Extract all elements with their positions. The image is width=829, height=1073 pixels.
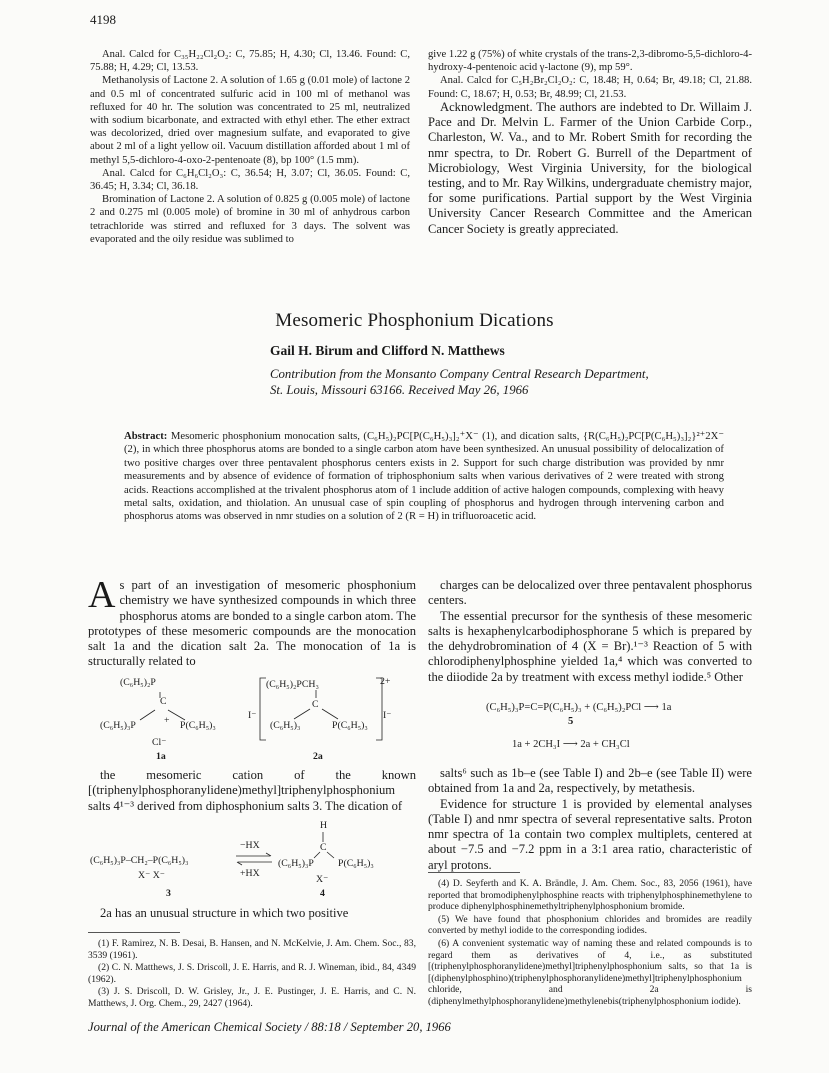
structure-4-bonds [310,830,350,860]
mesomeric-paragraph [88,768,416,814]
structure-1a-right: P(C₆H₅)₃ [180,720,216,731]
equation-1: (C₆H₅)₃P=C=P(C₆H₅)₃ + (C₆H₅)₂PCl ⟶ 1a [486,702,672,713]
structure-1a-bonds [100,680,260,740]
charges-paragraph: charges can be delocalized over three pentavalent phosphorus centers. [428,578,752,608]
structure-1a-carbon: C [160,696,167,707]
equilibrium-reverse: +HX [240,868,260,879]
structure-4-right: P(C₆H₅)₃ [338,858,374,869]
footnotes-left [88,938,416,1011]
footnotes-right [428,878,752,1009]
salts-paragraph: salts⁶ such as 1b–e (see Table I) and 2b–e (see Table II) were obtained from 1a and 2a, respectively, by metathesis. [428,766,752,796]
structure-2a-iodide-left: I⁻ [248,710,257,721]
intro-text: s part of an investigation of mesomeric phosphonium chemistry we have synthesized compounds in which three phosphorus atoms are bonded to a single carbon atom. The prototypes of these mesomeric compounds are the monocation salt 1a and the dication salt 2a. The monocation of 1a is structurally related to [88,578,416,669]
paragraph-2a [88,906,416,921]
drop-cap: A [88,574,116,616]
structure-3: (C₆H₅)₃P–CH₂–P(C₆H₅)₃ [90,855,189,866]
analysis-3: Anal. Calcd for C₅H₂Br₂Cl₂O₂: C, 18.48; H, 0.64; Br, 49.18; Cl, 21.88. Found: C, 18.67; H, 0.53; Br, 48.99; Cl, 21.53. [428,75,752,100]
structure-1a-label: 1a [156,751,166,762]
structure-2a-charge: 2+ [380,676,391,687]
footnote-5: (5) We have found that phosphonium chlorides and bromides are readily converted by methyl iodide to the corresponding iodides. [428,913,752,937]
article-title: Mesomeric Phosphonium Dications [275,310,554,331]
precursor-paragraph: The essential precursor for the synthesis of these mesomeric salts is hexaphenylcarbodiphosphorane 5 which is prepared by the dehydrobromination of 4 (X = Br).¹⁻³ Reaction of 5 with chlorodiphenylphosphine yielded 1a,⁴ which was converted to the diiodide 2a by treatment with excess methyl iodide.⁵ Other [428,608,752,684]
structure-2a-right: P(C₆H₅)₃ [332,720,368,731]
bromination-paragraph: Bromination of Lactone 2. A solution of 0.825 g (0.005 mole) of lactone 2 and 0.275 ml (0.005 mole) of bromine in 30 ml of anhydrous carbon tetrachloride was stirred and refluxed for 3 days. The solvent was evaporated and the oily residue was sublimed to [90,194,410,245]
equation-1-label: 5 [568,716,574,727]
affiliation-line-2: St. Louis, Missouri 63166. Received May 26, 1966 [270,383,529,397]
structure-3-counterions: X⁻ X⁻ [138,870,165,881]
methanolysis-paragraph: Methanolysis of Lactone 2. A solution of 1.65 g (0.01 mole) of lactone 2 and 0.5 ml of concentrated sulfuric acid in 100 ml of methanol was refluxed for 40 hr. The solution was concentrated to 25 ml, neutralized with sodium bicarbonate, and extracted with ethyl ether. The ether extract was decolorized, dried over magnesium sulfate, and evaporated to give about 2 ml of a light yellow oil. Vacuum distillation afforded about 1 ml of methyl 5,5-dichloro-4-oxo-2-pentenoate (8), bp 100° (1.5 mm). [90,75,410,166]
journal-footer: Journal of the American Chemical Society / 88:18 / September 20, 1966 [88,1020,451,1034]
prev-article-left-column [90,48,410,246]
structure-3-label: 3 [166,888,171,899]
structure-4-hydrogen: H [320,820,328,831]
abstract [124,430,724,524]
evidence-paragraph: Evidence for structure 1 is provided by elemental analyses (Table I) and nmr spectra of several representative salts. Proton nmr spectra of 1a contain two complex multiplets, centered at about −7.5 and −7.2 ppm in a 3:1 area ratio, characteristic of aryl protons. [428,796,752,872]
structure-2a-carbon: C [312,699,319,710]
structure-1a-counterion: Cl⁻ [152,737,167,748]
footnote-2: (2) C. N. Matthews, J. S. Driscoll, J. E. Harris, and R. J. Wineman, ibid., 84, 4349 (1962). [88,962,416,985]
right-body-column-2 [428,766,752,873]
structure-1a-top: (C₆H₅)₂P [120,677,156,688]
structure-2a-bracket [258,676,391,746]
prev-article-right-column [428,48,752,101]
abstract-text: Mesomeric phosphonium monocation salts, (C₆H₅)₂PC[P(C₆H₅)₃]₂⁺X⁻ (1), and dication salts, {R(C₆H₅)₂PC[P(C₆H₅)₃]₂}²⁺2X⁻ (2), in which three phosphorus atoms are bonded to a single carbon atom have been synthesized. An unusual possibility of delocalization of two positive charges over three pentavalent phosphorus centers exists in 2. Support for such charge distribution was provided by nmr measurements and by absence of evidence of formation of triphosphonium salts when various derivatives of 2 were treated with strong acids. Reactions accomplished at the trivalent phosphorus atom of 1 include addition of active halogen compounds, complexing with heavy metal salts, oxidation, and thiolation. An unusual case of spin coupling of phosphorus and hydrogen through intervening carbon and phosphorus atoms was observed in nmr studies on a solution of 2 (R = H) in trifluoroacetic acid. [124,430,725,523]
abstract-label: Abstract: [124,430,168,442]
structure-1a-plus: + [164,715,170,726]
intro-paragraph [88,574,416,670]
structure-1a-left: (C₆H₅)₃P [100,720,136,731]
article-authors: Gail H. Birum and Clifford N. Matthews [270,343,505,358]
right-body-column [428,578,752,685]
structure-4-counterion: X⁻ [316,874,329,885]
structure-4-label: 4 [320,888,325,899]
footnote-4: (4) D. Seyferth and K. A. Brändle, J. Am. Chem. Soc., 83, 2056 (1961), have reported that bromodiphenylphosphine reacts with triphenylphosphinemethylene to produce diphenylphosphinemethyltriphenylphosphonium bromide. [428,878,752,913]
structure-2a-top: (C₆H₅)₂PCH₃ [266,679,319,690]
structure-2a-iodide-right: I⁻ [383,710,392,721]
mesomeric-text: the mesomeric cation of the known [(triphenylphosphoranylidene)methyl]triphenylphosphonium salts 4¹⁻³ derived from diphosphonium salts 3. The dication of [88,768,416,813]
equilibrium-arrows-icon [234,852,274,866]
structure-2a-left: (C₆H₅)₃ [270,720,301,731]
structure-4-left: (C₆H₅)₃P [278,858,314,869]
acknowledgment [428,100,752,237]
affiliation [270,366,649,398]
footnote-rule-left [88,932,180,933]
footnote-rule-right [428,872,520,873]
analysis-1: Anal. Calcd for C₃₅H₂₂Cl₂O₂: C, 75.85; H, 4.30; Cl, 13.46. Found: C, 75.88; H, 4.29; Cl, 13.53. [90,49,410,74]
structure-4-carbon: C [320,842,327,853]
paragraph-2a-text: 2a has an unusual structure in which two positive [100,906,349,920]
equation-2: 1a + 2CH₃I ⟶ 2a + CH₃Cl [512,739,630,750]
structure-2a-label: 2a [313,751,323,762]
bromination-continued: give 1.22 g (75%) of white crystals of the trans-2,3-dibromo-5,5-dichloro-4-hydroxy-4-pentenoic acid γ-lactone (9), mp 59°. [428,49,752,74]
acknowledgment-text: Acknowledgment. The authors are indebted to Dr. Willaim J. Pace and Dr. Melvin L. Farmer of the Union Carbide Corp., Charleston, W. Va., and to Mr. Robert Smith for recording the nmr spectra, to Dr. Robert G. Burrell of the Department of Microbiology, West Virginia University, for the biological testing, and to Mr. Ray Wilkins, undergraduate chemistry major, for some purifications. Partial support by the West Virginia University Cancer Research Committee and the American Cancer Society is greatly appreciated. [428,100,752,236]
footnote-1: (1) F. Ramirez, N. B. Desai, B. Hansen, and N. McKelvie, J. Am. Chem. Soc., 83, 3539 (1961). [88,938,416,961]
affiliation-line-1: Contribution from the Monsanto Company Central Research Department, [270,367,649,381]
page-number: 4198 [90,12,116,27]
footnote-3: (3) J. S. Driscoll, D. W. Grisley, Jr., J. E. Pustinger, J. E. Harris, and C. N. Matthews, J. Org. Chem., 29, 2427 (1964). [88,986,416,1009]
equilibrium-forward: −HX [240,840,260,851]
footnote-6: (6) A convenient systematic way of naming these and related compounds is to regard them as derivatives of 4, i.e., as substituted [(triphenylphosphoranylidene)methyl]triphenylphosphonium salts, so that 1a is [(diphenylphosphino)(triphenylphosphoranylidene)methyl]triphenylphosphonium chloride, and 2a is (diphenylmethylphosphoranylidene)methylenebis(triphenylphosphonium iodide). [428,937,752,1007]
analysis-2: Anal. Calcd for C₆H₆Cl₂O₃: C, 36.54; H, 3.07; Cl, 36.05. Found: C, 36.45; H, 3.34; Cl, 36.18. [90,167,410,193]
